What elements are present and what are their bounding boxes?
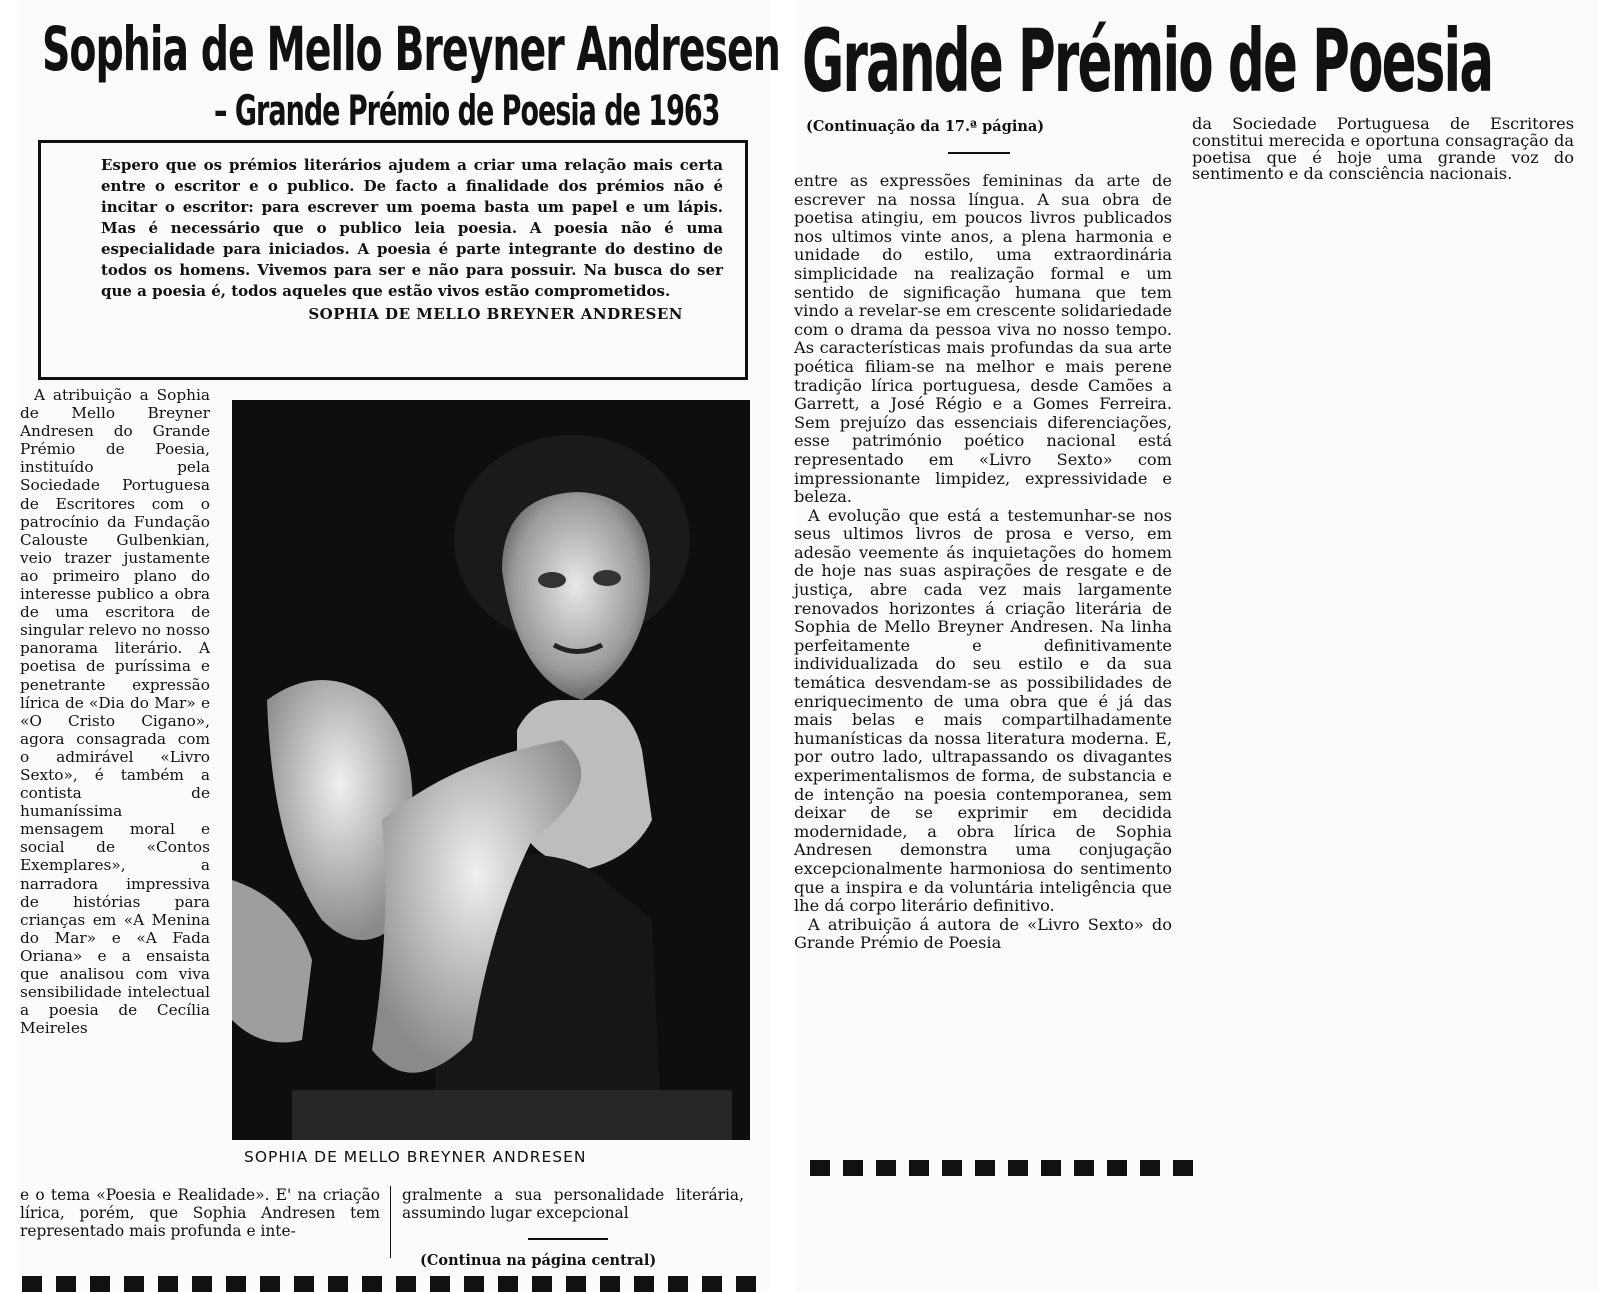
continues-rule: [528, 1238, 608, 1240]
photo-caption: SOPHIA DE MELLO BREYNER ANDRESEN: [244, 1148, 587, 1166]
left-column-text: [20, 386, 210, 1037]
left-clipping: [18, 0, 780, 1291]
right-paragraph-3: A atribuição á autora de «Livro Sexto» do Grande Prémio de Poesia: [794, 914, 1172, 953]
right-paragraph-2: A evolução que está a testemunhar-se nos seus ultimos livros de prosa e verso, em adesão veemente ás inquietações do homem de hoje nas suas aspirações de resgate e de justiça, abre cada vez mais largamente renovados horizontes á criação literária de Sophia de Mello Breyner Andresen. Na linha perfeitamente e definitivamente individualizada do seu estilo e da sua temática desvendam-se as possibilidades de enriquecimento de uma obra que é já das mais belas e mais compartilhadamente humanísticas da nossa literatura moderna. E, por outro lado, ultrapassando os divagantes experimentalismos de forma, de substancia e de intenção na poesia contemporanea, sem deixar de se exprimir em decidida modernidade, a obra lírica de Sophia Andresen demonstra uma conjugação excepcionalmente harmoniosa do sentimento que a inspira e da voluntária inteligência que lhe dá corpo literário definitivo.: [794, 505, 1172, 916]
right-column-1: [794, 172, 1172, 953]
bottom-left-text: [20, 1186, 380, 1241]
bottom-left-paragraph: e o tema «Poesia e Realidade». E' na criação lírica, porém, que Sophia Andresen tem representado mais profunda e inte-: [20, 1186, 380, 1241]
left-bottom-border: [22, 1276, 756, 1292]
column-divider: [390, 1186, 391, 1258]
right-column-2-paragraph: da Sociedade Portuguesa de Escritores constitui merecida e oportuna consagração da poetisa que é hoje uma grande voz do sentimento e da consciência nacionais.: [1192, 114, 1574, 184]
continued-from-note: (Continuação da 17.ª página): [806, 118, 1045, 135]
headline-grande-premio: Grande Prémio de Poesia: [802, 12, 1493, 113]
quote-box: [38, 140, 748, 380]
headline-sophia: Sophia de Mello Breyner Andresen: [42, 14, 780, 85]
right-bottom-border: [810, 1160, 1193, 1176]
left-paragraph: A atribuição a Sophia de Mello Breyner Andresen do Grande Prémio de Poesia, instituído pela Sociedade Portuguesa de Escritores com o patrocínio da Fundação Calouste Gulbenkian, veio trazer justamente ao primeiro plano do interesse publico a obra de uma escritora de singular relevo no nosso panorama literário. A poetisa de puríssima e penetrante expressão lírica de «Dia do Mar» e «O Cristo Cigano», agora consagrada com o admirável «Livro Sexto», é também a contista de humaníssima mensagem moral e social de «Contos Exemplares», a narradora impressiva de histórias para crianças em «A Menina do Mar» e «A Fada Oriana» e a ensaista que analisou com viva sensibilidade intelectual a poesia de Cecília Meireles: [20, 386, 210, 1038]
continues-note: (Continua na página central): [420, 1252, 657, 1269]
portrait-photo: [232, 400, 750, 1140]
continued-rule: [948, 152, 1010, 154]
portrait-image: [232, 400, 750, 1140]
right-clipping: [796, 0, 1598, 1291]
headline-premio-1963: – Grande Prémio de Poesia de 1963: [214, 88, 720, 137]
quote-text: Espero que os prémios literários ajudem a criar uma relação mais certa entre o escritor e o publico. De facto a finalidade dos prémios não é incitar o escritor: para escrever um poema basta um papel e um lápis. Mas é necessário que o publico leia poesia. A poesia não é uma especialidade para iniciados. A poesia é parte integrante do destino de todos os homens. Vivemos para ser e não para possuir. Na busca do ser que a poesia é, todos aqueles que estão vivos estão comprometidos.: [101, 156, 723, 300]
bottom-right-paragraph: gralmente a sua personalidade literária, assumindo lugar excepcional: [402, 1186, 744, 1223]
bottom-right-text: [402, 1186, 744, 1222]
right-paragraph-1: entre as expressões femininas da arte de escrever na nossa língua. A sua obra de poetisa atingiu, em poucos livros publicados nos ultimos vinte anos, a plena harmonia e unidade do estilo, uma extraordinária simplicidade na realização formal e um sentido de significação humana que tem vindo a revelar-se em crescente solidariedade com o drama da pessoa viva no nosso tempo. As características mais profundas da sua arte poética filiam-se na melhor e mais perene tradição lírica portuguesa, desde Camões a Garrett, a José Régio e a Gomes Ferreira. Sem prejuízo das essenciais diferenciações, esse património poético nacional está representado em «Livro Sexto» com impressionante limpidez, expressividade e beleza.: [794, 171, 1172, 507]
right-column-2: [1192, 116, 1574, 183]
quote-author: SOPHIA DE MELLO BREYNER ANDRESEN: [308, 305, 683, 323]
